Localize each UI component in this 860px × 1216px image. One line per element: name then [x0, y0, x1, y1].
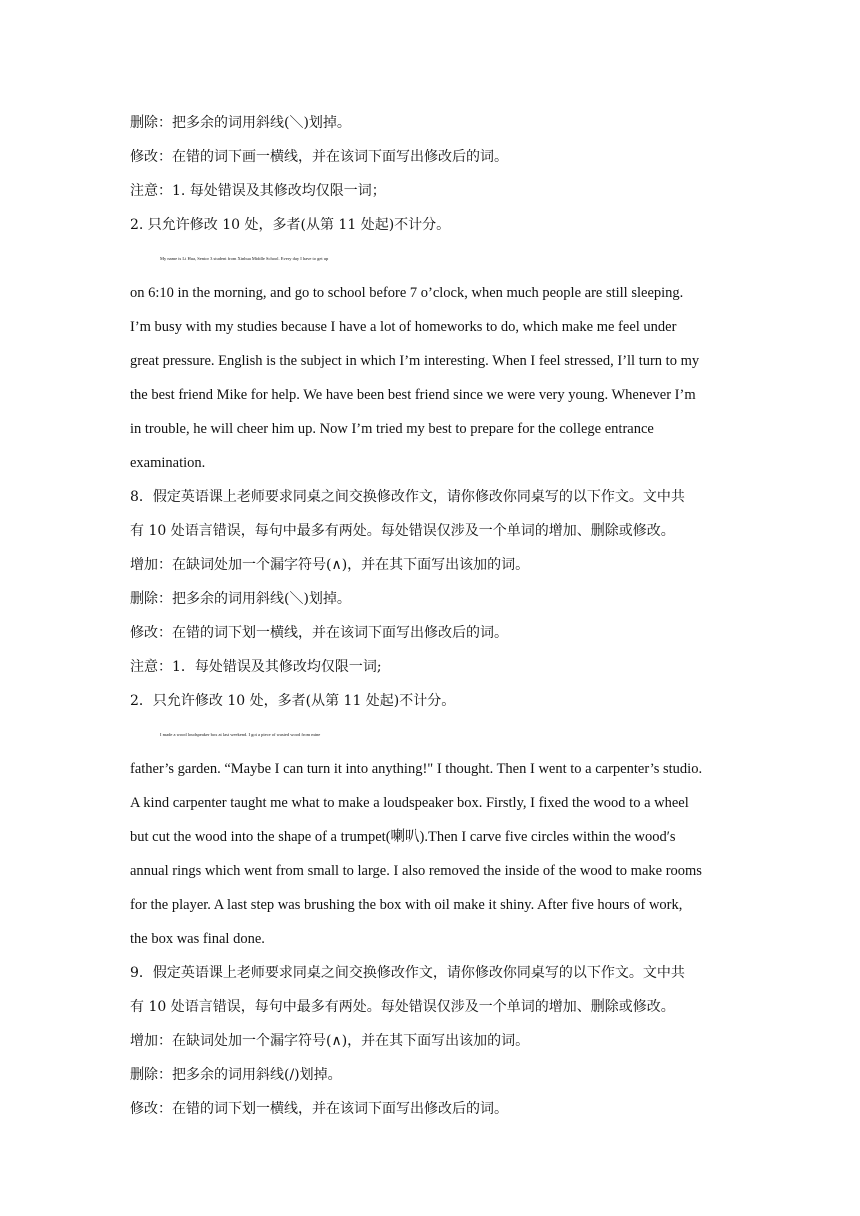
- instruction-line: 有 10 处语言错误，每句中最多有两处。每处错误仅涉及一个单词的增加、删除或修改。: [130, 999, 675, 1015]
- instruction-line: 修改：在错的词下划一横线，并在该词下面写出修改后的词。: [130, 625, 508, 641]
- instruction-line: 增加：在缺词处加一个漏字符号(∧)，并在其下面写出该加的词。: [130, 557, 530, 573]
- instruction-line: 修改：在错的词下划一横线，并在该词下面写出修改后的词。: [130, 1101, 508, 1117]
- passage-line: for the player. A last step was brushing the box with oil make it shiny. After five hours of work,: [130, 897, 683, 913]
- passage-line: father’s garden. “Maybe I can turn it into anything!" I thought. Then I went to a carpenter’s studio.: [130, 761, 703, 777]
- instruction-line: 删除：把多余的词用斜线(＼)划掉。: [130, 115, 351, 131]
- instruction-line: 修改：在错的词下画一横线，并在该词下面写出修改后的词。: [130, 149, 508, 165]
- document-page: [130, 106, 730, 1126]
- instruction-line: 8．假定英语课上老师要求同桌之间交换修改作文，请你修改你同桌写的以下作文。文中共: [130, 489, 685, 505]
- instruction-line: 注意：1. 每处错误及其修改均仅限一词；: [130, 183, 386, 199]
- instruction-line: 有 10 处语言错误，每句中最多有两处。每处错误仅涉及一个单词的增加、删除或修改。: [130, 523, 675, 539]
- passage-line: in trouble, he will cheer him up. Now I’m tried my best to prepare for the college entrance: [130, 421, 654, 437]
- instruction-line: 9．假定英语课上老师要求同桌之间交换修改作文，请你修改你同桌写的以下作文。文中共: [130, 965, 685, 981]
- passage-line: My name is Li Hua, Senior 3 student from Xinhua Middle School. Every day I have to get up: [160, 256, 329, 261]
- instruction-line: 删除：把多余的词用斜线(＼)划掉。: [130, 591, 351, 607]
- instruction-line: 删除：把多余的词用斜线(/)划掉。: [130, 1067, 342, 1083]
- instruction-line: 注意：1．每处错误及其修改均仅限一词;: [130, 659, 382, 675]
- passage-line: on 6:10 in the morning, and go to school before 7 o’clock, when much people are still sleeping.: [130, 285, 684, 301]
- passage-line: great pressure. English is the subject in which I’m interesting. When I feel stressed, I’ll turn to my: [130, 353, 700, 369]
- passage-line: I’m busy with my studies because I have a lot of homeworks to do, which make me feel under: [130, 319, 677, 335]
- passage-line: examination.: [130, 455, 206, 471]
- passage-line: I made a wood loudspeaker box at last weekend. I got a piece of wasted wood from mine: [160, 732, 321, 737]
- instruction-line: 增加：在缺词处加一个漏字符号(∧)，并在其下面写出该加的词。: [130, 1033, 530, 1049]
- passage-line: A kind carpenter taught me what to make a loudspeaker box. Firstly, I fixed the wood to a wheel: [130, 795, 689, 811]
- passage-line: the box was final done.: [130, 931, 265, 947]
- instruction-line: 2．只允许修改 10 处，多者(从第 11 处起)不计分。: [130, 693, 456, 709]
- passage-line: the best friend Mike for help. We have been best friend since we were very young. Whenever I’m: [130, 387, 696, 403]
- passage-line: but cut the wood into the shape of a trumpet(喇叭).Then I carve five circles within the wood′s: [130, 829, 676, 845]
- instruction-line: 2. 只允许修改 10 处，多者(从第 11 处起)不计分。: [130, 217, 451, 233]
- passage-line: annual rings which went from small to large. I also removed the inside of the wood to make rooms: [130, 863, 702, 879]
